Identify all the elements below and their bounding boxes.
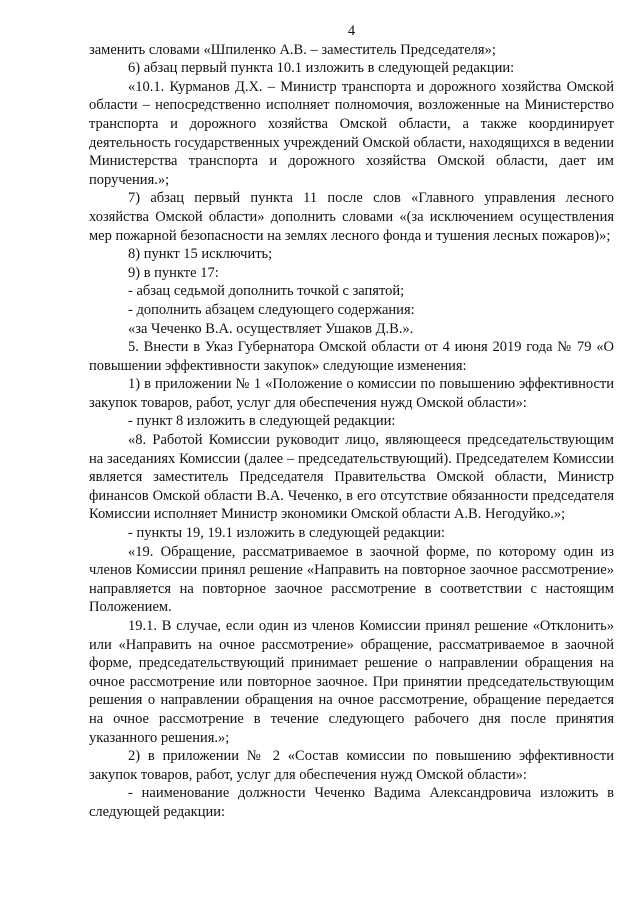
paragraph: 19.1. В случае, если один из членов Комиссии принял решение «Отклонить» или «Направить на очное рассмотрение» обращение, рассматриваемое в заочной форме, председательствующий принимает решение о направлении обращения на очное рассмотрение или повторное заочное. При принятии председательствующим решения о направлении обращения на очное рассмотрение, обращение передается на очное рассмотрение в течение следующего рабочего дня после принятия указанного решения.»; <box>89 618 614 746</box>
paragraph: - пункты 19, 19.1 изложить в следующей редакции: <box>128 525 445 542</box>
paragraph: - пункт 8 изложить в следующей редакции: <box>128 413 396 430</box>
paragraph: - абзац седьмой дополнить точкой с запятой; <box>128 283 405 300</box>
paragraph: 5. Внести в Указ Губернатора Омской области от 4 июня 2019 года № 79 «О повышении эффективности закупок» следующие изменения: <box>89 339 614 374</box>
paragraph: 2) в приложении № 2 «Состав комиссии по повышению эффективности закупок товаров, работ, услуг для обеспечения нужд Омской области»: <box>89 748 614 783</box>
paragraph: «за Чеченко В.А. осуществляет Ушаков Д.В.». <box>128 320 414 337</box>
paragraph: 9) в пункте 17: <box>128 264 219 281</box>
paragraph: «10.1. Курманов Д.Х. – Министр транспорта и дорожного хозяйства Омской области – непосредственно исполняет полномочия, возложенные на Министерство транспорта и дорожного хозяйства Омской области, а также координирует деятельность государственных учреждений Омской области, находящихся в ведении Министерства транспорта и дорожного хозяйства Омской области, дает им поручения.»; <box>89 78 614 188</box>
document-page <box>89 22 614 822</box>
paragraph: «8. Работой Комиссии руководит лицо, являющееся председательствующим на заседаниях Комиссии (далее – председательствующий). Председателем Комиссии является заместитель Председателя Правительства Омской области, Министр финансов Омской области В.А. Чеченко, в его отсутствие обязанности председателя Комиссии исполняет Министр экономики Омской области А.В. Негодуйко.»; <box>89 432 614 523</box>
paragraph: 1) в приложении № 1 «Положение о комиссии по повышению эффективности закупок товаров, работ, услуг для обеспечения нужд Омской области»: <box>89 376 614 411</box>
paragraph: - наименование должности Чеченко Вадима Александровича изложить в следующей редакции: <box>89 785 614 820</box>
paragraph: «19. Обращение, рассматриваемое в заочной форме, по которому один из членов Комиссии принял решение «Направить на повторное заочное рассмотрение» направляется на повторное заочное рассмотрение в соответствии с настоящим Положением. <box>89 543 614 616</box>
paragraph: 6) абзац первый пункта 10.1 изложить в следующей редакции: <box>128 60 515 77</box>
paragraph: 7) абзац первый пункта 11 после слов «Главного управления лесного хозяйства Омской области» дополнить словами «(за исключением осуществления мер пожарной безопасности на землях лесного фонда и тушения лесных пожаров)»; <box>89 190 614 244</box>
paragraph: заменить словами «Шпиленко А.В. – заместитель Председателя»; <box>89 41 496 58</box>
document-body <box>89 41 614 822</box>
paragraph: - дополнить абзацем следующего содержания: <box>128 301 415 318</box>
page-number: 4 <box>347 23 356 39</box>
paragraph: 8) пункт 15 исключить; <box>128 246 273 263</box>
